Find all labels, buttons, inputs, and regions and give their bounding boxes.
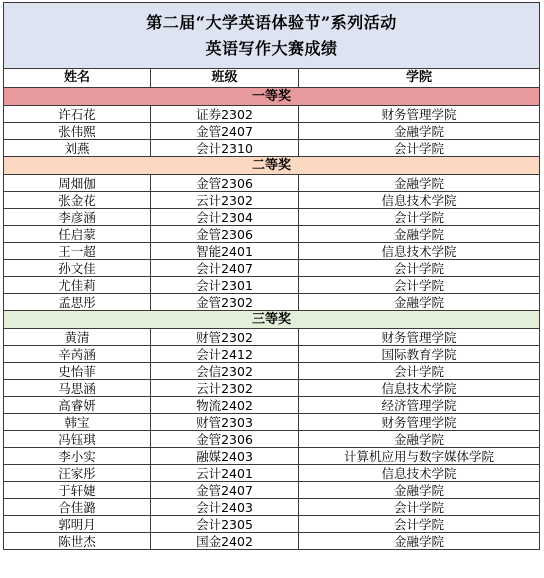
table-row (4, 209, 540, 226)
table-row (4, 431, 540, 448)
table-row (4, 294, 540, 311)
class-cell: 会计2407 (151, 260, 299, 277)
table-row (4, 397, 540, 414)
college-cell: 金融学院 (299, 431, 540, 448)
college-cell: 金融学院 (299, 123, 540, 140)
student-name-cell: 李彦涵 (4, 209, 151, 226)
class-cell: 会计2310 (151, 140, 299, 157)
college-cell: 会计学院 (299, 140, 540, 157)
class-cell: 融媒2403 (151, 448, 299, 465)
student-name-cell: 马思涵 (4, 380, 151, 397)
college-cell: 财务管理学院 (299, 106, 540, 123)
student-name-cell: 高睿妍 (4, 397, 151, 414)
class-cell: 金管2306 (151, 226, 299, 243)
student-name-cell: 周畑伽 (4, 175, 151, 192)
table-row (4, 277, 540, 294)
sections-body (4, 88, 540, 550)
college-cell: 金融学院 (299, 482, 540, 499)
class-cell: 财管2302 (151, 329, 299, 346)
class-cell: 金管2306 (151, 175, 299, 192)
class-cell: 物流2402 (151, 397, 299, 414)
table-row (4, 380, 540, 397)
college-cell: 会计学院 (299, 363, 540, 380)
college-cell: 信息技术学院 (299, 465, 540, 482)
table-row (4, 533, 540, 550)
student-name-cell: 史怡菲 (4, 363, 151, 380)
table-row (4, 123, 540, 140)
student-name-cell: 任启蒙 (4, 226, 151, 243)
student-name-cell: 孟思彤 (4, 294, 151, 311)
college-cell: 信息技术学院 (299, 192, 540, 209)
college-cell: 财务管理学院 (299, 329, 540, 346)
header-name: 姓名 (4, 69, 151, 88)
college-cell: 国际教育学院 (299, 346, 540, 363)
table-row (4, 482, 540, 499)
header-row (4, 69, 540, 88)
table-row (4, 106, 540, 123)
college-cell: 会计学院 (299, 209, 540, 226)
section-label: 一等奖 (4, 88, 540, 106)
class-cell: 证券2302 (151, 106, 299, 123)
class-cell: 金管2407 (151, 482, 299, 499)
class-cell: 智能2401 (151, 243, 299, 260)
student-name-cell: 张伟熙 (4, 123, 151, 140)
table-row (4, 260, 540, 277)
student-name-cell: 张金花 (4, 192, 151, 209)
table-row (4, 175, 540, 192)
student-name-cell: 于轩婕 (4, 482, 151, 499)
college-cell: 信息技术学院 (299, 380, 540, 397)
table-row (4, 448, 540, 465)
student-name-cell: 合佳潞 (4, 499, 151, 516)
table-row (4, 516, 540, 533)
student-name-cell: 孙文佳 (4, 260, 151, 277)
table-row (4, 414, 540, 431)
student-name-cell: 韩宝 (4, 414, 151, 431)
student-name-cell: 汪家彤 (4, 465, 151, 482)
class-cell: 会计2301 (151, 277, 299, 294)
student-name-cell: 黄清 (4, 329, 151, 346)
class-cell: 金管2302 (151, 294, 299, 311)
section-third-prize (4, 311, 540, 329)
section-label: 二等奖 (4, 157, 540, 175)
student-name-cell: 陈世杰 (4, 533, 151, 550)
class-cell: 会计2305 (151, 516, 299, 533)
table-row (4, 346, 540, 363)
class-cell: 会计2412 (151, 346, 299, 363)
class-cell: 会计2304 (151, 209, 299, 226)
section-label: 三等奖 (4, 311, 540, 329)
college-cell: 会计学院 (299, 499, 540, 516)
class-cell: 金管2407 (151, 123, 299, 140)
college-cell: 会计学院 (299, 277, 540, 294)
class-cell: 云计2302 (151, 380, 299, 397)
results-table (3, 2, 540, 550)
table-row (4, 192, 540, 209)
title-line-1: 第二届“大学英语体验节”系列活动 (146, 12, 397, 32)
college-cell: 会计学院 (299, 260, 540, 277)
class-cell: 会信2302 (151, 363, 299, 380)
header-class: 班级 (151, 69, 299, 88)
college-cell: 会计学院 (299, 516, 540, 533)
college-cell: 经济管理学院 (299, 397, 540, 414)
title-row (4, 3, 540, 69)
student-name-cell: 尤佳莉 (4, 277, 151, 294)
section-first-prize (4, 88, 540, 106)
college-cell: 金融学院 (299, 226, 540, 243)
college-cell: 信息技术学院 (299, 243, 540, 260)
title-line-2: 英语写作大赛成绩 (205, 38, 338, 58)
table-row (4, 499, 540, 516)
college-cell: 金融学院 (299, 175, 540, 192)
header-college: 学院 (299, 69, 540, 88)
section-second-prize (4, 157, 540, 175)
class-cell: 云计2401 (151, 465, 299, 482)
table-row (4, 140, 540, 157)
student-name-cell: 辛芮涵 (4, 346, 151, 363)
student-name-cell: 冯钰琪 (4, 431, 151, 448)
table-row (4, 226, 540, 243)
table-row (4, 465, 540, 482)
table-row (4, 363, 540, 380)
table-row (4, 329, 540, 346)
student-name-cell: 刘燕 (4, 140, 151, 157)
student-name-cell: 王一超 (4, 243, 151, 260)
college-cell: 金融学院 (299, 294, 540, 311)
college-cell: 财务管理学院 (299, 414, 540, 431)
student-name-cell: 李小实 (4, 448, 151, 465)
class-cell: 云计2302 (151, 192, 299, 209)
class-cell: 金管2306 (151, 431, 299, 448)
class-cell: 国金2402 (151, 533, 299, 550)
class-cell: 财管2303 (151, 414, 299, 431)
class-cell: 会计2403 (151, 499, 299, 516)
student-name-cell: 许石花 (4, 106, 151, 123)
college-cell: 金融学院 (299, 533, 540, 550)
table-row (4, 243, 540, 260)
college-cell: 计算机应用与数字媒体学院 (299, 448, 540, 465)
student-name-cell: 郭明月 (4, 516, 151, 533)
title-cell (4, 3, 540, 69)
